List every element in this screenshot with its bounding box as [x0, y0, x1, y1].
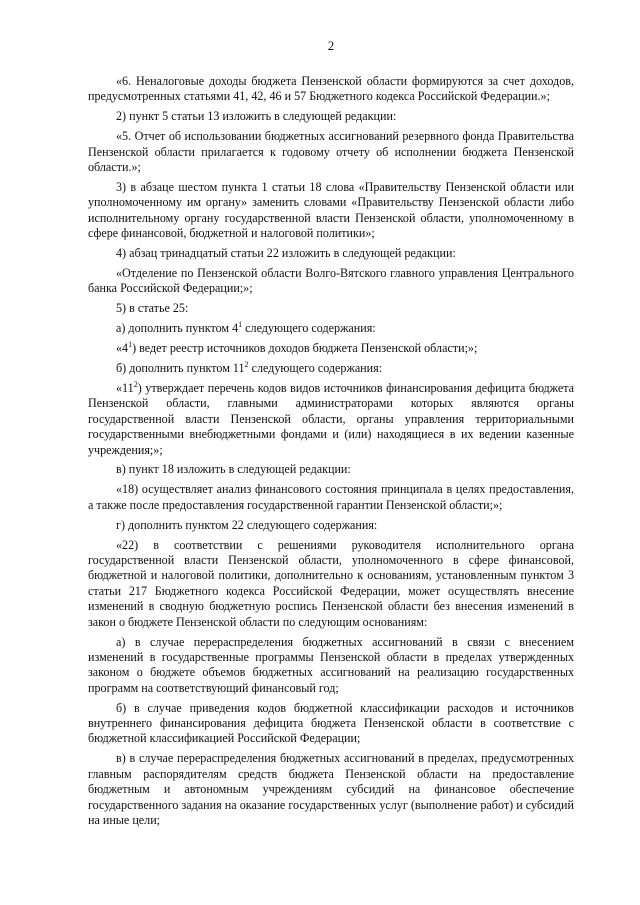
- superscript-index: 2: [133, 379, 138, 389]
- paragraph: а) в случае перераспределения бюджетных ассигнований в связи с внесением изменений в государственные программы Пензенской области в пределах утвержденных законом о бюджете объемов бюджетных ассигнований на реализацию государственных программ на соответствующий финансовый год;: [88, 634, 574, 695]
- paragraph-text: ) утверждает перечень кодов видов источников финансирования дефицита бюджета Пензенской области, главными администраторами которых являются органы государственной власти Пензенской области, органы управления территориальными государственными внебюджетными фондами и (или) находящиеся в их ведении казенные учреждения;»;: [88, 380, 574, 457]
- paragraph: 4) абзац тринадцатый статьи 22 изложить в следующей редакции:: [116, 246, 456, 261]
- paragraph-text: б) дополнить пунктом 11: [116, 361, 245, 375]
- paragraph: [88, 341, 574, 356]
- paragraph: в) в случае перераспределения бюджетных ассигнований в пределах, предусмотренных главным распорядителям средств бюджета Пензенской области на предоставление бюджетным и автономным учреждениям субсидий на финансовое обеспечение государственного задания на оказание государственных услуг (выполнение работ) и субсидий на иные цели;: [88, 751, 574, 827]
- paragraph: в) пункт 18 изложить в следующей редакции:: [116, 462, 351, 477]
- paragraph: 2) пункт 5 статьи 13 изложить в следующей редакции:: [116, 109, 397, 124]
- paragraph: «Отделение по Пензенской области Волго-Вятского главного управления Центрального банка Российской Федерации;»;: [88, 265, 574, 296]
- paragraph: [88, 361, 574, 376]
- paragraph: «22) в соответствии с решениями руководителя исполнительного органа государственной власти Пензенской области, уполномоченного в сфере финансовой, бюджетной и налоговой политики, дополнительно к основаниям, установленным пунктом 3 статьи 217 Бюджетного кодекса Российской Федерации, может осуществлять внесение изменений в сводную бюджетную роспись Пензенской области без внесения изменений в закон о бюджете Пензенской области по следующим основаниям:: [88, 537, 574, 629]
- paragraph: 3) в абзаце шестом пункта 1 статьи 18 слова «Правительству Пензенской области или уполномоченному им органу» заменить словами «Правительству Пензенской области либо исполнительному органу государственной власти Пензенской области, уполномоченному в сфере финансовой, бюджетной и налоговой политики»;: [88, 179, 574, 241]
- paragraph-text: следующего содержания:: [242, 321, 376, 336]
- document-body: [88, 74, 574, 828]
- paragraph: г) дополнить пунктом 22 следующего содержания:: [116, 517, 378, 532]
- paragraph: «18) осуществляет анализ финансового состояния принципала в целях предоставления, а также после предоставления государственной гарантии Пензенской области;»;: [88, 482, 574, 512]
- page-number: 2: [327, 38, 335, 53]
- paragraph: [88, 381, 574, 458]
- paragraph-text: ) ведет реестр источников доходов бюджета Пензенской области;»;: [132, 341, 478, 356]
- paragraph-text: «4: [116, 341, 129, 356]
- superscript-index: 2: [244, 359, 249, 369]
- paragraph-text: «11: [116, 380, 134, 395]
- paragraph: «6. Неналоговые доходы бюджета Пензенской области формируются за счет доходов, предусмотренных статьями 41, 42, 46 и 57 Бюджетного кодекса Российской Федерации.»;: [88, 74, 574, 104]
- paragraph-text: следующего содержания:: [248, 361, 383, 375]
- superscript-index: 1: [128, 340, 133, 350]
- paragraph: 5) в статье 25:: [116, 301, 189, 316]
- paragraph: «5. Отчет об использовании бюджетных ассигнований резервного фонда Правительства Пензенской области прилагается к годовому отчету об исполнении бюджета Пензенской области.»;: [88, 129, 574, 175]
- paragraph-text: а) дополнить пунктом 4: [116, 321, 239, 336]
- paragraph: б) в случае приведения кодов бюджетной классификации расходов и источников внутреннего финансирования дефицита бюджета Пензенской области в соответствие с бюджетной классификацией Российской Федерации;: [88, 700, 574, 746]
- superscript-index: 1: [238, 320, 243, 330]
- paragraph: [88, 321, 574, 336]
